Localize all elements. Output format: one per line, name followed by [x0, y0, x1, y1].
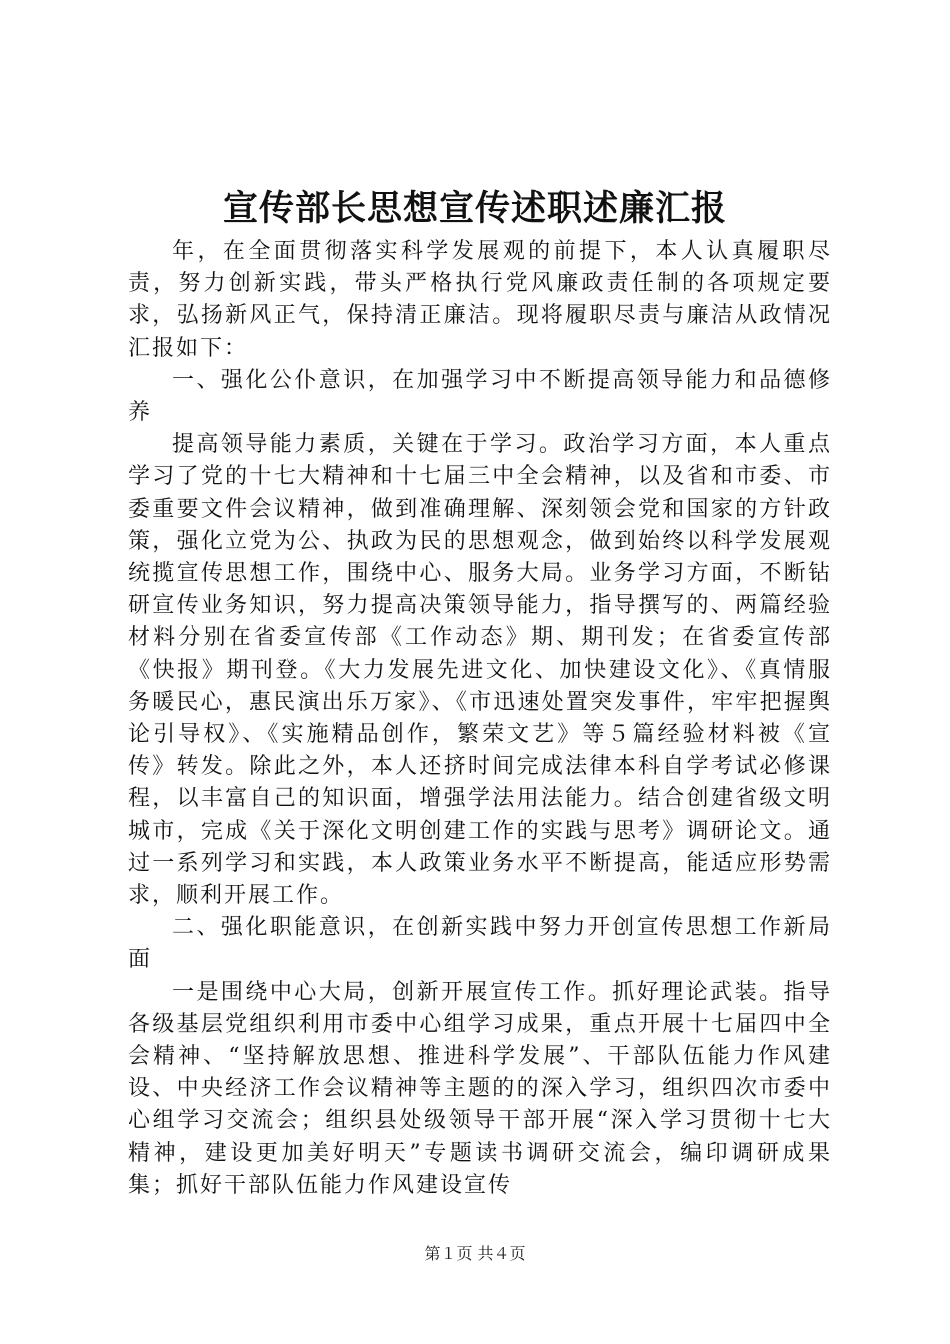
section-heading-1: 一、强化公仆意识，在加强学习中不断提高领导能力和品德修养	[128, 367, 832, 426]
document-title: 宣传部长思想宣传述职述廉汇报	[222, 188, 727, 229]
section-heading-2: 二、强化职能意识，在创新实践中努力开创宣传思想工作新局面	[128, 915, 832, 973]
paragraph-study: 提高领导能力素质，关键在于学习。政治学习方面，本人重点学习了党的十七大精神和十七届三中全会精神，以及省和市委、市委重要文件会议精神，做到准确理解、深刻领会党和国家的方针政策，强化立党为公、执政为民的思想观念，做到始终以科学发展观统揽宣传思想工作，围绕中心、服务大局。业务学习方面，不断钻研宣传业务知识，努力提高决策领导能力，指导撰写的、两篇经验材料分别在省委宣传部《工作动态》期、期刊发；在省委宣传部《快报》期刊登。《大力发展先进文化、加快建设文化》、《真情服务暖民心，惠民演出乐万家》、《市迅速处置突发事件，牢牢把握舆论引导权》、《实施精品创作，繁荣文艺》等５篇经验材料被《宣传》转发。除此之外，本人还挤时间完成法律本科自学考试必修课程，以丰富自己的知识面，增强学法用法能力。结合创建省级文明城市，完成《关于深化文明创建工作的实践与思考》调研论文。通过一系列学习和实践，本人政策业务水平不断提高，能适应形势需求，顺利开展工作。	[128, 432, 832, 909]
page-number-footer: 第１页 共４页	[424, 1244, 526, 1263]
paragraph-intro: 年，在全面贯彻落实科学发展观的前提下，本人认真履职尽责，努力创新实践，带头严格执行党风廉政责任制的各项规定要求，弘扬新风正气，保持清正廉洁。现将履职尽责与廉洁从政情况汇报如下：	[128, 239, 832, 361]
document-body	[128, 236, 832, 1202]
paragraph-center-work: 一是围绕中心大局，创新开展宣传工作。抓好理论武装。指导各级基层党组织利用市委中心组学习成果，重点开展十七届四中全会精神、“坚持解放思想、推进科学发展”、干部队伍能力作风建设、中央经济工作会议精神等主题的的深入学习，组织四次市委中心组学习交流会；组织县处级领导干部开展“深入学习贯彻十七大精神，建设更加美好明天”专题读书调研交流会，编印调研成果集；抓好干部队伍能力作风建设宣传	[128, 979, 832, 1198]
